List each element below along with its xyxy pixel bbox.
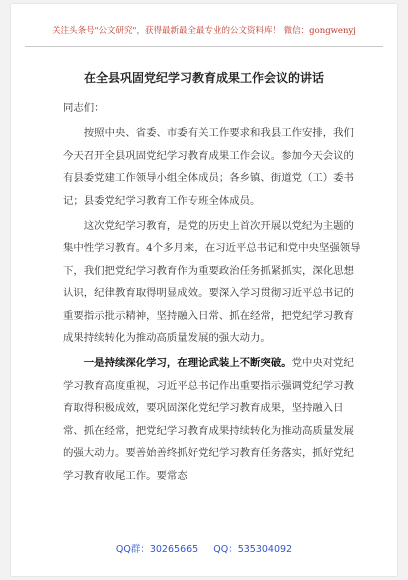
qq-text: QQ：535304092	[213, 544, 293, 555]
document-page	[11, 4, 397, 576]
qq-group-text: QQ群：30265665	[115, 544, 199, 555]
footer-contacts	[11, 544, 397, 556]
body-paragraph: 这次党纪学习教育，是党的历史上首次开展以党纪为主题的集中性学习教育。4个多月来，在习近平总书记和党中央坚强领导下，我们把党纪学习教育作为重要政治任务抓紧抓实，深化思想认识，纪律教育取得明显成效。要深入学习贯彻习近平总书记的重要指示批示精神，坚持融入日常、抓在经常，把党纪学习教育成果持续转化为推动高质量发展的强大动力。	[63, 220, 361, 345]
body-paragraph	[63, 352, 363, 486]
paragraph-text: 党中央对党纪学习教育高度重视，习近平总书记作出重要指示强调党纪学习教育取得积极成效，要巩固深化党纪学习教育成果，坚持融入日常、抓在经常，把党纪学习教育成果持续转化为推动高质量发展的强大动力。要善始善终抓好党纪学习教育任务落实，抓好党纪学习教育收尾工作。要常态	[63, 357, 354, 482]
document-body	[63, 97, 363, 487]
header-divider	[25, 46, 383, 47]
paragraph-lead-heading: 一是持续深化学习，在理论武装上不断突破。	[83, 357, 292, 370]
salutation-paragraph: 同志们：	[63, 102, 105, 114]
document-title: 在全县巩固党纪学习教育成果工作会议的讲话	[83, 71, 324, 85]
body-paragraph: 按照中央、省委、市委有关工作要求和我县工作安排，我们今天召开全县巩固党纪学习教育成果工作会议。参加今天会议的有县委党建工作领导小组全体成员；各乡镇、街道党（工）委书记；县委党纪学习教育工作专班全体成员。	[63, 127, 354, 207]
header-banner: 关注头条号"公文研究"，获得最新最全最专业的公文资料库！ 微信：gongwenyj	[52, 26, 356, 36]
